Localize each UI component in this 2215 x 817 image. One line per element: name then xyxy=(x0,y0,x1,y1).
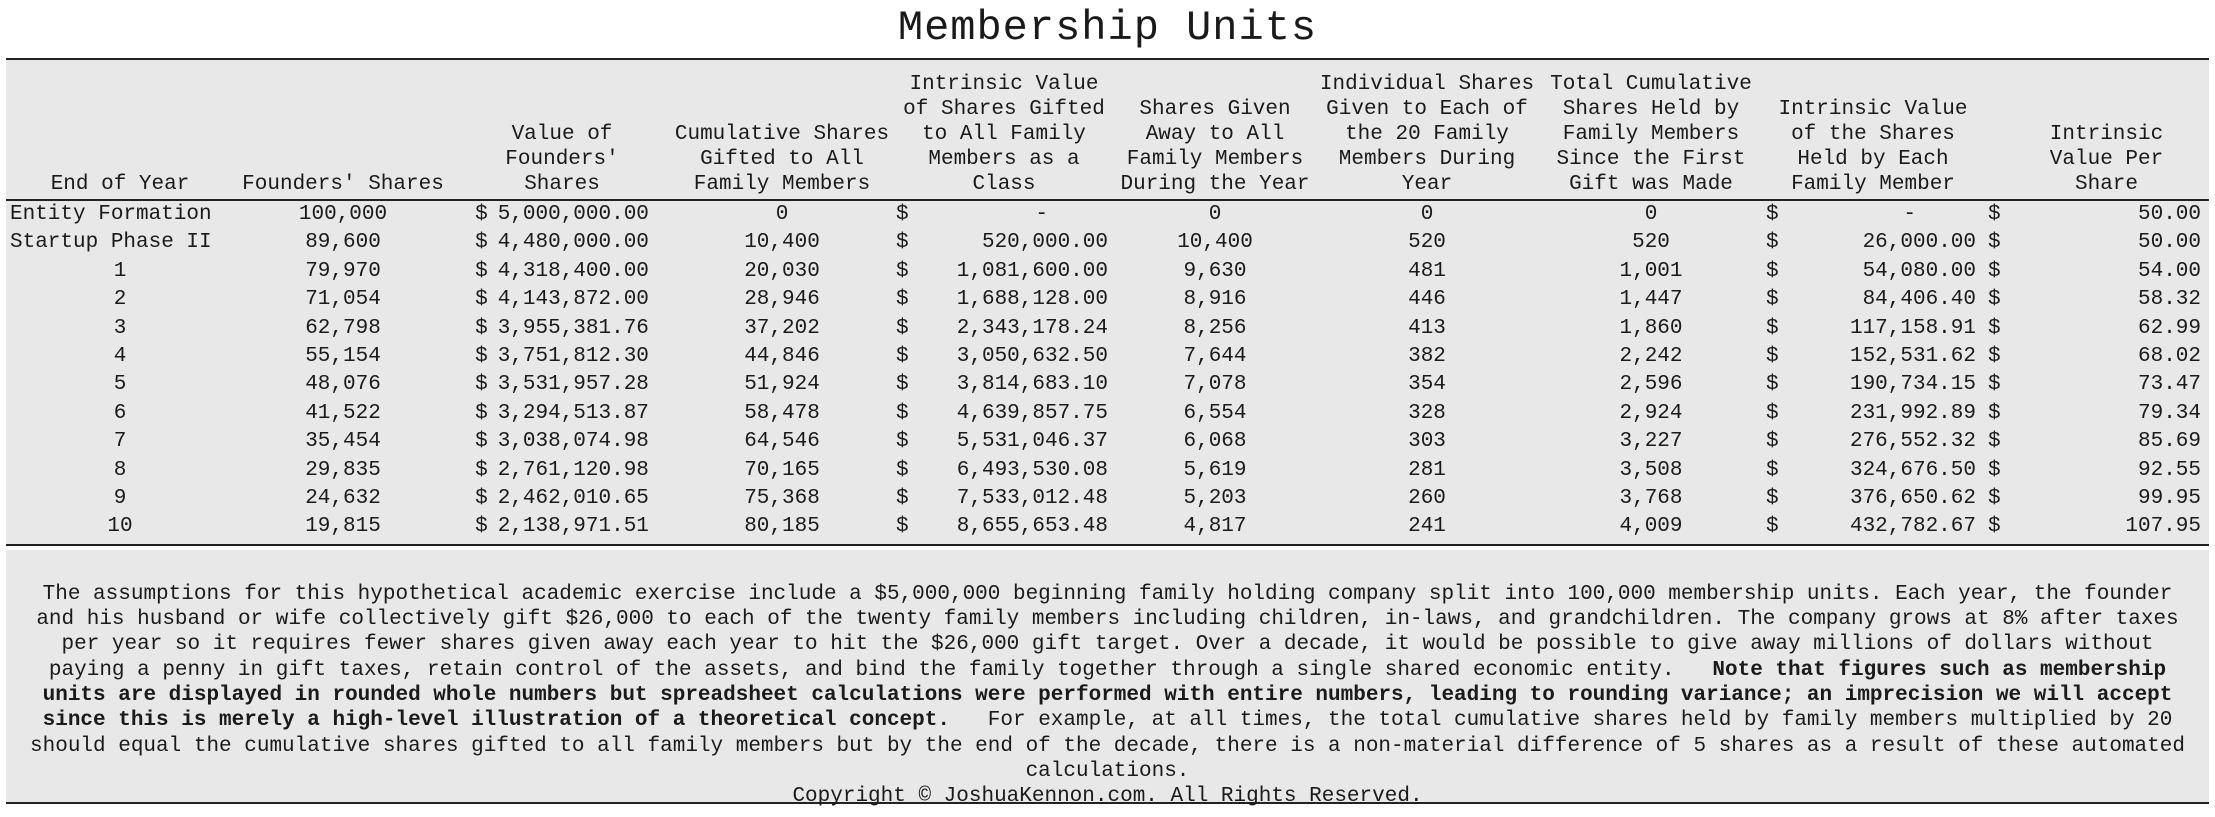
cell-end-of-year: 10 xyxy=(107,515,133,539)
cell-founders-shares: 71,054 xyxy=(305,288,381,312)
cell-total-cumulative: 2,242 xyxy=(1619,345,1683,369)
cell-cumulative-gifted: 75,368 xyxy=(744,487,820,511)
currency-symbol: $ xyxy=(896,487,909,511)
currency-amount: 1,688,128.00 xyxy=(956,288,1108,312)
currency-amount: 50.00 xyxy=(2137,231,2201,255)
cell-shares-given-year: 8,256 xyxy=(1183,316,1247,340)
cell-founders-shares: 35,454 xyxy=(305,430,381,454)
currency-amount: 50.00 xyxy=(2137,203,2201,226)
cell-total-cumulative: 2,596 xyxy=(1619,373,1683,397)
cell-cumulative-gifted: 37,202 xyxy=(744,316,820,340)
currency-amount: 1,081,600.00 xyxy=(956,259,1108,283)
currency-amount: 73.47 xyxy=(2137,373,2201,397)
currency-symbol: $ xyxy=(475,458,488,482)
cell-individual-shares: 328 xyxy=(1408,401,1446,425)
cell-per-share xyxy=(1984,513,2209,543)
currency-symbol: $ xyxy=(1988,288,2001,312)
table-row xyxy=(6,371,2209,399)
currency-symbol: $ xyxy=(1988,458,2001,482)
cell-intrinsic-each xyxy=(1762,513,1984,543)
cell-total-cumulative: 520 xyxy=(1632,231,1670,255)
cell-individual-shares: 481 xyxy=(1408,259,1446,283)
currency-amount: 3,294,513.87 xyxy=(497,401,649,425)
header-shares-given-year: Shares Given Away to All Family Members During the Year xyxy=(1116,60,1314,200)
currency-amount: 276,552.32 xyxy=(1849,430,1976,454)
cell-intrinsic-each xyxy=(1762,343,1984,371)
header-total-cumulative: Total Cumulative Shares Held by Family Members Since the First Gift was Made xyxy=(1540,60,1762,200)
currency-symbol: $ xyxy=(896,458,909,482)
header-per-share: Intrinsic Value Per Share xyxy=(1984,60,2209,200)
currency-symbol: $ xyxy=(1988,430,2001,454)
cell-cumulative-gifted: 44,846 xyxy=(744,345,820,369)
cell-intrinsic-gifted xyxy=(892,457,1116,485)
currency-symbol: $ xyxy=(1988,345,2001,369)
currency-amount: 4,143,872.00 xyxy=(497,288,649,312)
currency-amount: 117,158.91 xyxy=(1849,316,1976,340)
cell-individual-shares: 303 xyxy=(1408,430,1446,454)
cell-shares-given-year: 0 xyxy=(1208,203,1222,226)
cell-founders-value xyxy=(452,400,672,428)
cell-end-of-year: 3 xyxy=(113,316,127,340)
table-row xyxy=(6,200,2209,229)
table-row xyxy=(6,428,2209,456)
cell-individual-shares: 446 xyxy=(1408,288,1446,312)
cell-intrinsic-gifted xyxy=(892,229,1116,257)
cell-end-of-year: 6 xyxy=(113,401,127,425)
currency-symbol: $ xyxy=(896,203,909,226)
cell-per-share xyxy=(1984,343,2209,371)
cell-cumulative-gifted: 51,924 xyxy=(744,373,820,397)
cell-end-of-year: Startup Phase II xyxy=(10,231,212,255)
cell-total-cumulative: 1,860 xyxy=(1619,316,1683,340)
cell-founders-value xyxy=(452,457,672,485)
cell-cumulative-gifted: 10,400 xyxy=(744,231,820,255)
currency-symbol: $ xyxy=(1988,316,2001,340)
cell-per-share xyxy=(1984,200,2209,229)
cell-per-share xyxy=(1984,428,2209,456)
cell-shares-given-year: 5,203 xyxy=(1183,487,1247,511)
currency-amount: 4,480,000.00 xyxy=(497,231,649,255)
currency-symbol: $ xyxy=(1766,231,1779,255)
cell-end-of-year: 8 xyxy=(113,458,127,482)
currency-symbol: $ xyxy=(896,259,909,283)
cell-cumulative-gifted: 0 xyxy=(775,203,789,226)
header-end-of-year: End of Year xyxy=(6,60,234,200)
cell-cumulative-gifted: 28,946 xyxy=(744,288,820,312)
cell-individual-shares: 0 xyxy=(1420,203,1434,226)
table-row xyxy=(6,485,2209,513)
currency-amount: 4,318,400.00 xyxy=(497,259,649,283)
cell-per-share xyxy=(1984,400,2209,428)
currency-symbol: $ xyxy=(1988,401,2001,425)
currency-symbol: $ xyxy=(1988,515,2001,539)
cell-individual-shares: 520 xyxy=(1408,231,1446,255)
currency-symbol: $ xyxy=(896,288,909,312)
currency-symbol: $ xyxy=(1766,259,1779,283)
cell-shares-given-year: 10,400 xyxy=(1177,231,1253,255)
table-row xyxy=(6,400,2209,428)
table-row xyxy=(6,457,2209,485)
cell-total-cumulative: 1,001 xyxy=(1619,259,1683,283)
cell-founders-value xyxy=(452,513,672,543)
membership-table-container xyxy=(6,58,2209,546)
header-individual-shares: Individual Shares Given to Each of the 20 Family Members During Year xyxy=(1314,60,1540,200)
currency-symbol: $ xyxy=(1766,288,1779,312)
cell-intrinsic-each xyxy=(1762,258,1984,286)
cell-individual-shares: 382 xyxy=(1408,345,1446,369)
currency-amount: 99.95 xyxy=(2137,487,2201,511)
cell-intrinsic-each xyxy=(1762,485,1984,513)
currency-amount: 432,782.67 xyxy=(1849,515,1976,539)
cell-end-of-year: Entity Formation xyxy=(10,203,212,226)
currency-symbol: $ xyxy=(1988,203,2001,226)
currency-symbol: $ xyxy=(475,345,488,369)
currency-amount: 3,814,683.10 xyxy=(956,373,1108,397)
table-row xyxy=(6,513,2209,543)
currency-symbol: $ xyxy=(1988,231,2001,255)
cell-individual-shares: 260 xyxy=(1408,487,1446,511)
cell-cumulative-gifted: 64,546 xyxy=(744,430,820,454)
currency-amount: 3,531,957.28 xyxy=(497,373,649,397)
cell-total-cumulative: 4,009 xyxy=(1619,515,1683,539)
currency-symbol: $ xyxy=(475,203,488,226)
cell-intrinsic-gifted xyxy=(892,315,1116,343)
cell-individual-shares: 413 xyxy=(1408,316,1446,340)
cell-founders-shares: 55,154 xyxy=(305,345,381,369)
cell-end-of-year: 1 xyxy=(113,259,127,283)
cell-founders-value xyxy=(452,258,672,286)
header-cumulative-gifted: Cumulative Shares Gifted to All Family Members xyxy=(672,60,892,200)
cell-intrinsic-each xyxy=(1762,200,1984,229)
table-row xyxy=(6,286,2209,314)
currency-amount: 5,531,046.37 xyxy=(956,430,1108,454)
currency-amount: - xyxy=(1903,203,1916,226)
currency-symbol: $ xyxy=(1766,203,1779,226)
currency-amount: 190,734.15 xyxy=(1849,373,1976,397)
currency-amount: 2,761,120.98 xyxy=(497,458,649,482)
cell-founders-value xyxy=(452,229,672,257)
currency-amount: 2,138,971.51 xyxy=(497,515,649,539)
currency-amount: 152,531.62 xyxy=(1849,345,1976,369)
table-body xyxy=(6,200,2209,544)
currency-amount: 520,000.00 xyxy=(981,231,1108,255)
cell-intrinsic-gifted xyxy=(892,428,1116,456)
membership-units-table xyxy=(6,60,2209,544)
currency-symbol: $ xyxy=(475,288,488,312)
cell-per-share xyxy=(1984,485,2209,513)
currency-symbol: $ xyxy=(1988,259,2001,283)
cell-total-cumulative: 1,447 xyxy=(1619,288,1683,312)
currency-symbol: $ xyxy=(1766,373,1779,397)
currency-symbol: $ xyxy=(475,430,488,454)
cell-cumulative-gifted: 80,185 xyxy=(744,515,820,539)
cell-total-cumulative: 3,227 xyxy=(1619,430,1683,454)
cell-end-of-year: 5 xyxy=(113,373,127,397)
cell-shares-given-year: 7,644 xyxy=(1183,345,1247,369)
currency-amount: 68.02 xyxy=(2137,345,2201,369)
cell-total-cumulative: 3,508 xyxy=(1619,458,1683,482)
cell-intrinsic-gifted xyxy=(892,485,1116,513)
cell-per-share xyxy=(1984,371,2209,399)
cell-founders-shares: 62,798 xyxy=(305,316,381,340)
currency-symbol: $ xyxy=(896,316,909,340)
cell-intrinsic-each xyxy=(1762,428,1984,456)
currency-symbol: $ xyxy=(1766,345,1779,369)
currency-symbol: $ xyxy=(1988,487,2001,511)
currency-amount: 231,992.89 xyxy=(1849,401,1976,425)
notes-intro: The assumptions for this hypothetical academic exercise include a $5,000,000 beginning family holding company split into 100,000 membership units. Each year, the founder and his husband or wife collectively gift $26,000 to each of the twenty family members including children, in-laws, and grandchildren. The company grows at 8% after taxes per year so it requires fewer shares given away each year to hit the $26,000 gift target. Over a decade, it would be possible to give away millions of dollars without paying a penny in gift taxes, retain control of the assets, and bind the family together through a single shared economic entity. xyxy=(36,582,2179,682)
cell-founders-shares: 89,600 xyxy=(305,231,381,255)
table-row xyxy=(6,315,2209,343)
currency-amount: 3,955,381.76 xyxy=(497,316,649,340)
currency-symbol: $ xyxy=(475,401,488,425)
currency-amount: 324,676.50 xyxy=(1849,458,1976,482)
notes-paragraph xyxy=(6,582,2209,784)
cell-founders-shares: 24,632 xyxy=(305,487,381,511)
currency-symbol: $ xyxy=(1766,430,1779,454)
currency-symbol: $ xyxy=(1766,316,1779,340)
cell-intrinsic-gifted xyxy=(892,258,1116,286)
cell-intrinsic-each xyxy=(1762,371,1984,399)
cell-founders-shares: 100,000 xyxy=(298,203,388,226)
cell-intrinsic-each xyxy=(1762,229,1984,257)
cell-intrinsic-gifted xyxy=(892,343,1116,371)
currency-amount: 2,462,010.65 xyxy=(497,487,649,511)
currency-amount: 4,639,857.75 xyxy=(956,401,1108,425)
cell-intrinsic-each xyxy=(1762,400,1984,428)
cell-per-share xyxy=(1984,229,2209,257)
currency-amount: 26,000.00 xyxy=(1862,231,1976,255)
cell-intrinsic-each xyxy=(1762,457,1984,485)
currency-amount: 6,493,530.08 xyxy=(956,458,1108,482)
cell-intrinsic-gifted xyxy=(892,371,1116,399)
cell-founders-value xyxy=(452,428,672,456)
currency-amount: 3,050,632.50 xyxy=(956,345,1108,369)
currency-amount: 3,751,812.30 xyxy=(497,345,649,369)
table-row xyxy=(6,229,2209,257)
copyright-notice: Copyright © JoshuaKennon.com. All Rights Reserved. xyxy=(792,785,1423,809)
currency-symbol: $ xyxy=(1766,401,1779,425)
currency-amount: 85.69 xyxy=(2137,430,2201,454)
cell-shares-given-year: 8,916 xyxy=(1183,288,1247,312)
cell-founders-shares: 41,522 xyxy=(305,401,381,425)
cell-intrinsic-gifted xyxy=(892,513,1116,543)
currency-symbol: $ xyxy=(475,487,488,511)
currency-amount: 54.00 xyxy=(2137,259,2201,283)
table-row xyxy=(6,258,2209,286)
currency-amount: 5,000,000.00 xyxy=(497,203,649,226)
cell-intrinsic-gifted xyxy=(892,400,1116,428)
header-intrinsic-each: Intrinsic Value of the Shares Held by Each Family Member xyxy=(1762,60,1984,200)
currency-amount: 376,650.62 xyxy=(1849,487,1976,511)
currency-symbol: $ xyxy=(896,373,909,397)
currency-amount: 58.32 xyxy=(2137,288,2201,312)
currency-symbol: $ xyxy=(1766,487,1779,511)
cell-intrinsic-gifted xyxy=(892,286,1116,314)
currency-amount: 7,533,012.48 xyxy=(956,487,1108,511)
cell-total-cumulative: 0 xyxy=(1644,203,1658,226)
currency-amount: 107.95 xyxy=(2125,515,2201,539)
currency-amount: 8,655,653.48 xyxy=(956,515,1108,539)
page-title: Membership Units xyxy=(897,4,1318,52)
header-intrinsic-gifted: Intrinsic Value of Shares Gifted to All Family Members as a Class xyxy=(892,60,1116,200)
cell-shares-given-year: 5,619 xyxy=(1183,458,1247,482)
cell-total-cumulative: 2,924 xyxy=(1619,401,1683,425)
currency-symbol: $ xyxy=(896,515,909,539)
currency-amount: 92.55 xyxy=(2137,458,2201,482)
currency-symbol: $ xyxy=(896,430,909,454)
cell-founders-shares: 79,970 xyxy=(305,259,381,283)
cell-total-cumulative: 3,768 xyxy=(1619,487,1683,511)
cell-end-of-year: 4 xyxy=(113,345,127,369)
cell-cumulative-gifted: 70,165 xyxy=(744,458,820,482)
currency-symbol: $ xyxy=(1766,458,1779,482)
currency-symbol: $ xyxy=(475,515,488,539)
cell-intrinsic-each xyxy=(1762,315,1984,343)
assumptions-notes xyxy=(6,550,2209,809)
cell-end-of-year: 2 xyxy=(113,288,127,312)
cell-founders-shares: 19,815 xyxy=(305,515,381,539)
cell-per-share xyxy=(1984,315,2209,343)
currency-amount: 84,406.40 xyxy=(1862,288,1976,312)
currency-symbol: $ xyxy=(1766,515,1779,539)
notes-example: For example, at all times, the total cumulative shares held by family members multiplied by 20 should equal the cumulative shares gifted to all family members but by the end of the decade, there is a non-material difference of 5 shares as a result of these automated calculations. xyxy=(30,709,2185,783)
currency-symbol: $ xyxy=(475,316,488,340)
cell-founders-value xyxy=(452,371,672,399)
table-header-row xyxy=(6,60,2209,200)
cell-cumulative-gifted: 20,030 xyxy=(744,259,820,283)
currency-amount: 79.34 xyxy=(2137,401,2201,425)
cell-shares-given-year: 9,630 xyxy=(1183,259,1247,283)
cell-per-share xyxy=(1984,258,2209,286)
currency-symbol: $ xyxy=(475,259,488,283)
currency-amount: 54,080.00 xyxy=(1862,259,1976,283)
currency-symbol: $ xyxy=(1988,373,2001,397)
cell-founders-shares: 48,076 xyxy=(305,373,381,397)
cell-founders-value xyxy=(452,315,672,343)
notes-bold-disclaimer: Note that figures such as membership units are displayed in rounded whole numbers but spreadsheet calculations were performed with entire numbers, leading to rounding variance; an imprecision we will accept since this is merely a high-level illustration of a theoretical concept. xyxy=(42,658,2173,733)
cell-shares-given-year: 4,817 xyxy=(1183,515,1247,539)
cell-end-of-year: 7 xyxy=(113,430,127,454)
currency-symbol: $ xyxy=(896,345,909,369)
currency-symbol: $ xyxy=(896,401,909,425)
currency-symbol: $ xyxy=(475,231,488,255)
cell-founders-value xyxy=(452,286,672,314)
cell-per-share xyxy=(1984,286,2209,314)
header-founders-shares: Founders' Shares xyxy=(234,60,452,200)
cell-shares-given-year: 6,068 xyxy=(1183,430,1247,454)
currency-amount: 2,343,178.24 xyxy=(956,316,1108,340)
cell-intrinsic-gifted xyxy=(892,200,1116,229)
cell-individual-shares: 281 xyxy=(1408,458,1446,482)
currency-amount: - xyxy=(1035,203,1048,226)
cell-founders-value xyxy=(452,200,672,229)
cell-end-of-year: 9 xyxy=(113,487,127,511)
header-value-founders-shares: Value of Founders' Shares xyxy=(452,60,672,200)
currency-amount: 62.99 xyxy=(2137,316,2201,340)
currency-amount: 3,038,074.98 xyxy=(497,430,649,454)
currency-symbol: $ xyxy=(475,373,488,397)
cell-shares-given-year: 6,554 xyxy=(1183,401,1247,425)
cell-cumulative-gifted: 58,478 xyxy=(744,401,820,425)
cell-individual-shares: 241 xyxy=(1408,515,1446,539)
cell-per-share xyxy=(1984,457,2209,485)
cell-founders-value xyxy=(452,343,672,371)
currency-symbol: $ xyxy=(896,231,909,255)
cell-founders-value xyxy=(452,485,672,513)
table-row xyxy=(6,343,2209,371)
cell-intrinsic-each xyxy=(1762,286,1984,314)
cell-shares-given-year: 7,078 xyxy=(1183,373,1247,397)
cell-founders-shares: 29,835 xyxy=(305,458,381,482)
cell-individual-shares: 354 xyxy=(1408,373,1446,397)
